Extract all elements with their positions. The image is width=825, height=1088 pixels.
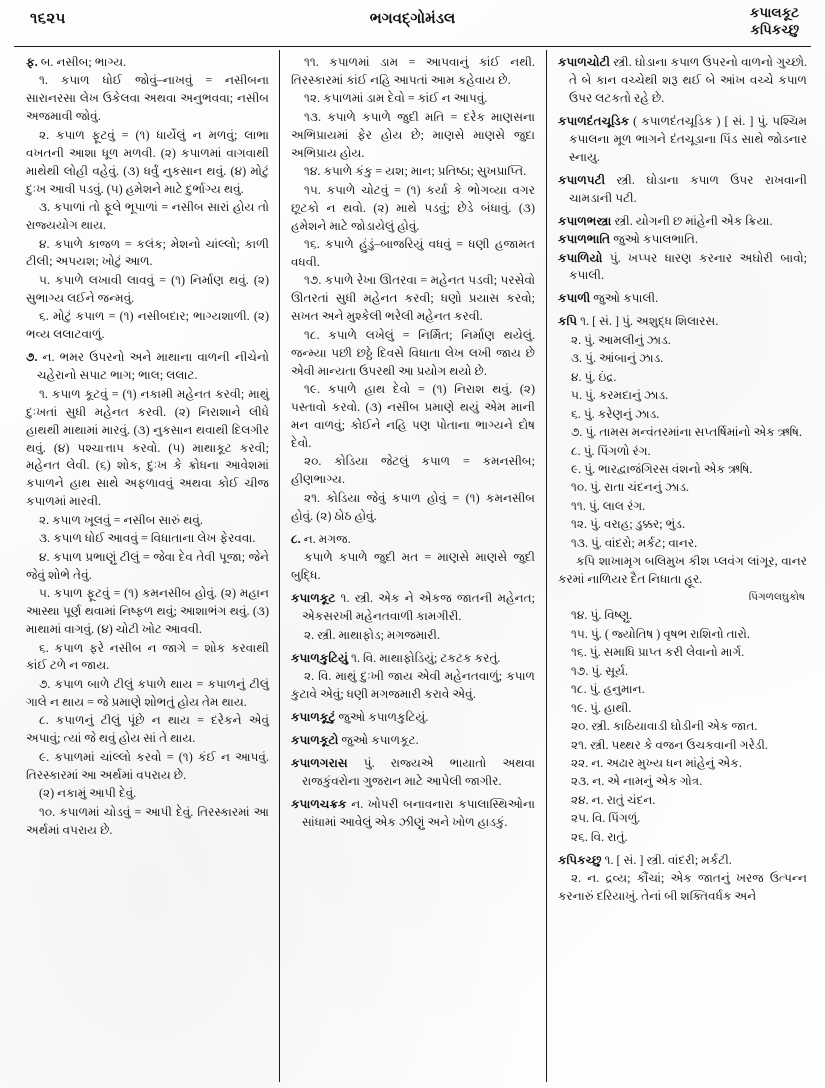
entry-headword: કપાળકૂટું [291, 709, 336, 724]
sense-item: ૧૧. પું. લાલ રંગ. [571, 498, 646, 513]
sense-item: ૮. કપાળનું ટીલું પૂંછે ન થાય = દરેકને એવું અપાવું; ત્યાં જે થવું હોય સાં તે થાય. [26, 713, 269, 746]
sense-item: ૧૫. પું. ( જ્યોતિષ ) વૃષભ રાશિનો તારો. [571, 626, 750, 641]
sense-item: ૧૦. પું. રાતા ચંદનનું ઝાડ. [571, 480, 690, 495]
entry-definition: સ્ત્રી. ઘોડાના કપાળ ઉપરનો વાળનો ગુચ્છો. તે બે કાન વચ્ચેથી શરૂ થઈ બે આંખ વચ્ચે કપાળ ઉપર લટકતો રહે છે. [569, 55, 807, 105]
entry-definition: બ. નસીબ; ભાગ્ય. [37, 55, 127, 69]
page-folio-number: ૧૬૨૫ [30, 11, 66, 27]
entry-headword: કપાળગરાસ [291, 755, 348, 770]
dictionary-entry [558, 113, 807, 167]
verse-source-citation: પિંગળલઘુકોષ [748, 591, 805, 603]
sense-item: ૨૧. સ્ત્રી. પથ્થર કે વજન ઉચકવાની ગરેડી. [571, 737, 768, 752]
sense-item: ૫. કપાળ ફૂટવું = (૧) કમનસીબ હોવું. (૨) મહાન આસ્થા પૂર્ણ થવામાં નિષ્ફળ થવું; આશાભંગ થવું. (૩) માથામાં વાગવું. (૪) ચોટી ખોટ આવવી. [26, 586, 269, 637]
sense-item: ૩. પું. આંબાનું ઝાડ. [571, 351, 664, 366]
entry-definition: પું. ખપ્પર ધારણ કરનાર અઘોરી બાવો; કપાલી. [569, 250, 807, 283]
entry-headword: કપિ [558, 314, 578, 329]
dictionary-entry [291, 755, 535, 791]
catchword-bottom: કપિકચ્છુ [750, 21, 799, 37]
entry-headword: કપાળદંતચૂડિક [558, 113, 630, 128]
sense-item: ૩. કપાળાં તો ફૂલે ભૂપાળાં = નસીબ સારાં હોય તો રાજ્યયોગ થાય. [26, 200, 269, 233]
entry-headword: કપિકચ્છુ [558, 852, 602, 867]
sense-item: ૭. પું. તામસ મન્વંતરમાંના સપ્તર્ષિમાંનો એક ઋષિ. [571, 425, 803, 440]
sense-item: ૧૧. કપાળમાં ડામ = આપવાનું કાંઈ નથી. તિરસ્કારમાં કાંઈ નહિ આપતાં આમ કહેવાય છે. [291, 55, 535, 87]
entry-headword: ૭. [26, 350, 38, 365]
dictionary-entry [558, 290, 807, 308]
column-2 [280, 50, 546, 1082]
dictionary-entry [558, 231, 807, 249]
dictionary-entry [26, 54, 269, 72]
entry-headword: કપાળપટી [558, 172, 606, 187]
entry-definition: ન. મગજ. [300, 531, 351, 546]
sense-item: ૭. કપાળ બાળે ટીલું કપાળે થાય = કપાળનું ટીલું ગાલે ન થાય = જે પ્રમાણે શોભતું હોય તેમ થાય. [26, 676, 269, 709]
dictionary-entry [558, 213, 807, 231]
entry-headword: કપાળિયો [558, 250, 603, 265]
entry-definition: ( કપાળદંતચૂડિક ) [ સં. ] પું. પશ્ચિમ કપાલના મૂળ ભાગને દંતચૂડાના પિંડ સાથે જોડનાર સ્નાયુ. [569, 113, 807, 164]
sense-item: ૨૨. ન. અઢાર મુખ્ય ધન માંહેનું એક. [571, 756, 742, 771]
dictionary-entry [558, 313, 807, 331]
column-1 [14, 50, 279, 1082]
entry-definition: જુઓ કપાળકૂટ. [338, 732, 419, 747]
entry-definition: જુઓ કપાલભાતિ. [610, 232, 698, 247]
sense-item: ૨૦. કોડિયા જેટલું કપાળ = કમનસીબ; હીણભાગ્ય. [291, 454, 535, 487]
entry-headword: કપાળભાતિ [558, 232, 611, 247]
sense-item: ૨. ન. દ્રવ્ય; કૌંચાં; એક જાતનું ખરજ ઉત્પન્ન કરનારું દરિયાખું. તેનાં બી શક્તિવર્ધક અને [558, 871, 807, 904]
sense-item: ૨. પું. આમલીનું ઝાડ. [571, 332, 671, 347]
entry-definition: ન. ભમર ઉપરનો અને માથાના વાળની નીચેનો ચહેરાનો સપાટ ભાગ; ભાલ; લલાટ. [37, 350, 269, 383]
dictionary-entry [291, 531, 535, 549]
sense-item: ૨૬. વિ. રાતું. [571, 829, 628, 844]
dictionary-entry [558, 172, 807, 208]
dictionary-entry [291, 590, 535, 626]
entry-definition: સ્ત્રી. ઘોડાના કપાળ ઉપર રાખવાની ચામડાની પટી. [569, 172, 807, 205]
sense-item: ૨. કપાળ ખૂલવું = નસીબ સારું થવું. [39, 512, 203, 527]
sense-item: ૧૯. કપાળે હાથ દેવો = (૧) નિરાશ થવું. (૨) પસ્તાવો કરવો. (૩) નસીબ પ્રમાણે થયું એમ માની મન વાળવું; કોઈને નહિ પણ પોતાના ભાગ્યને દોષ દેવો. [291, 382, 535, 451]
sense-item: ૬. મોટું કપાળ = (૧) નસીબદાર; ભાગ્યશાળી. (૨) ભવ્ય લલાટવાળું. [26, 309, 269, 342]
sense-item: ૨૧. કોડિયા જેવું કપાળ હોવું = (૧) કમનસીબ હોવું. (૨) ઠોઠ હોવું. [291, 490, 535, 523]
sense-item: ૯. પું. ભારદ્વાજંગિરસ વંશનો એક ઋષિ. [571, 462, 753, 477]
sense-item: ૩. કપાળ ધોઈ આવવું = વિધાતાના લેખ ફેરવવા. [39, 531, 256, 546]
entry-headword: કપાળી [558, 291, 591, 306]
entry-definition: જુઓ કપાળકુટિયું. [335, 709, 429, 724]
sense-item: ૧૯. પું. હાથી. [571, 700, 632, 715]
sense-item: ૪. પું. ઇંદ્ર. [571, 369, 617, 384]
catchwords [750, 5, 799, 39]
sense-item: કપાળે કપાળે જુદી મત = માણસે માણસે જુદી બુદ્ધિ. [291, 550, 535, 583]
sense-item: ૨૩. ન. એ નામનું એક ગોત્ર. [571, 774, 703, 789]
book-title: ભગવદ્ગોમંડલ [369, 11, 456, 27]
sense-item: ૧૬. પું. સમાધિ પ્રાપ્ત કરી લેવાનો માર્ગ. [571, 645, 745, 660]
sense-item: ૪. કપાળે કાજળ = કલંક; મેશનો ચાંલ્લો; કાળી ટીલી; અપયશ; ખોટું આળ. [26, 236, 269, 269]
sense-item: ૮. પું. પિંગળો રંગ. [571, 443, 651, 458]
sense-item: ૧૦. કપાળમાં ચોડવું = આપી દેવું. તિરસ્કારમાં આ અર્થમાં વપરાય છે. [26, 804, 269, 837]
sense-item: ૧૭. કપાળે રેખા ઊતરવા = મહેનત પડવી; પરસેવો ઊતરતાં સુધી મહેનત કરવી; ધણો પ્રયાસ કરવો; સખત અને મુશ્કેલી ભરેલી મહેનત કરવી. [291, 273, 535, 324]
header-rule [14, 46, 811, 47]
entry-definition: પું. રાજ્યએ ભાયાતો અથવા રાજકુંવરોના ગુજરાન માટે આપેલી જાગીર. [302, 755, 535, 788]
column-3 [547, 50, 811, 1082]
dictionary-entry [291, 709, 535, 727]
dictionary-entry [291, 796, 535, 832]
sense-item: ૪. કપાળ પ્રભાણું ટીલું = જેવા દેવ તેવી પૂજા; જેને જેવું શોભે તેવું. [26, 549, 269, 582]
entry-definition: ૧. [ સં. ] સ્ત્રી. વાંદરી; મર્કટી. [601, 852, 732, 867]
sense-item: ૬. પું. કરેણનું ઝાડ. [571, 406, 660, 421]
sense-item: ૨. કપાળ ફૂટવું = (૧) ધાર્યેલું ન મળવું; લાભા વખતની આશા ધૂળ મળવી. (૨) કપાળમાં વાગવાથી માથેથી લોહી વહેવું. (૩) ધર્વું નુકસાન થવું. (૪) મોટું દુઃખ આવી પડવું. (૫) હમેશને માટે દુર્ભાગ્ય થવું. [26, 127, 269, 196]
entry-headword: કપાળકુટિયું [291, 650, 348, 665]
entry-definition: ૧. [ સં. ] પું. અશુદ્ધ શિલારસ. [577, 314, 719, 329]
entry-headword: કપાળભસ્ત્રા [558, 213, 612, 228]
entry-definition: ૧. સ્ત્રી. એક ને એકજ જાતની મહેનત; એકસરખી મહેનતવાળી કામગીરી. [302, 591, 535, 624]
sense-item: ૧૮. પું. હનુમાન. [571, 682, 645, 697]
sense-item: ૧. કપાળ ધોઈ જોવું–નાખવું = નસીબના સારાનરસા લેખ ઉકેલવા અથવા અનુભવવા; નસીબ અજમાવી જોવું. [26, 73, 269, 124]
running-head [0, 0, 825, 46]
dictionary-entry [558, 250, 807, 286]
verse-quotation: કપિ શાખામૃગ બલિમુખ કીશ પ્લવંગ લાંગૂર, વાનર કરમાં નાળિયર દૈત નિધાતા હૂર. [558, 554, 807, 587]
sense-item: ૧. કપાળ કૂટવું = (૧) નકામી મહેનત કરવી; માથું દુઃખતાં સુધી મહેનત કરવી. (૨) નિરાશાને લીધે હાથથી માથામાં મારવું. (૩) નુકસાન થવાથી દિલગીર થવું. (૪) પશ્ચાત્તાપ કરવો. (૫) માથાકૂટ કરવી; મહેનત લેવી. (૬) શોક, દુઃખ કે ક્રોધના આવેશમાં કપાળને હાથ સાથે અફળાવવું અથવા કોઈ ચીજ કપાળમાં મારવી. [26, 386, 269, 509]
sense-item: ૨. વિ. માથું દુઃખી જાય એવી મહેનતવાળું; કપાળ કુટાવે એવું; ધણી મગજમારી કરાવે એવું. [291, 668, 535, 701]
sense-item: ૫. કપાળે લખાવી લાવવું = (૧) નિર્માણ થવું. (૨) સુભાગ્ય લઈને જન્મવું. [26, 272, 269, 305]
sense-item: ૫. પું. કરમદાનું ઝાડ. [571, 388, 669, 403]
sense-item: ૧૩. પું. વાંદરો; મર્કટ; વાનર. [571, 535, 698, 550]
entry-headword: કપાળચક્રક [291, 796, 347, 811]
sense-item: ૧૭. પું. સૂર્ય. [571, 663, 628, 678]
sense-item: ૧૮. કપાળે લખેલું = નિર્મિત; નિર્માણ થયેલું. જન્મ્યા પછી છઠ્ઠે દિવસે વિધાતા લેખ લખી જાય છે એવી માન્યતા ઉપરથી આ પ્રયોગ થયો છે. [291, 327, 535, 378]
entry-headword: ૮. [291, 531, 301, 546]
dictionary-entry [291, 732, 535, 750]
sense-item: ૧૬. કપાળે હુંડું–બાજરિયું વધવું = ધણી હજામત વધવી. [291, 237, 535, 269]
sense-item: ૨. સ્ત્રી. માથાફોડ; મગજમારી. [304, 627, 441, 642]
sense-item: ૧૨. કપાળમાં ડામ દેવો = કાંઈ ન આપવું. [304, 91, 488, 106]
sense-item: ૧૪. કપાળે કંકુ = યશ; માન; પ્રતિષ્ઠા; સુખપ્રાપ્તિ. [304, 164, 527, 179]
entry-headword: કપાળકૂટો [291, 732, 339, 747]
entry-headword: કપાળકૂટ [291, 591, 336, 606]
entry-definition: ન. ખોપરી બનાવનારા કપાલાસ્થિઓના સાંધામાં આવેલું એક ઝીણું અને ખોળ હાડકું. [302, 796, 535, 829]
sense-item: ૧૩. કપાળે કપાળે જુદી મતિ = દરેક માણસના અભિપ્રાયમાં ફેર હોય છે; માણસે માણસે જુદા અભિપ્રાય હોય. [291, 109, 535, 160]
dictionary-entry [26, 349, 269, 385]
sense-item: ૨૦. સ્ત્રી. કાઠિયાવાડી ઘોડીની એક જાત. [571, 719, 758, 734]
sense-item: ૯. કપાળમાં ચાંલ્લો કરવો = (૧) કંઈ ન આપવું. તિરસ્કારમાં આ અર્થમાં વપરાય છે. [26, 749, 269, 782]
catchword-top: કપાલકૂટ [749, 5, 799, 20]
entry-definition: ૧. વિ. માથાફોડિયું; ટકટક કરતું. [348, 650, 501, 665]
sense-item: ૧૨. પું. વરાહ; ડુક્કર; ભુંડ. [571, 517, 685, 532]
sense-item: ૧૪. પું. વિષ્ણુ. [571, 608, 633, 623]
entry-headword: ફ. [26, 55, 38, 69]
sense-item: ૨૫. વિ. પિંગળું. [571, 811, 641, 826]
sense-item: ૬. કપાળ ફરે નસીબ ન જાગે = શોક કરવાથી કાંઈ ટળે ન જાય. [26, 640, 269, 673]
columns-container [14, 50, 811, 1082]
entry-headword: કપાળચોટી [558, 55, 610, 69]
dictionary-entry [558, 852, 807, 870]
sense-item: ૨૪. ન. રાતું ચંદન. [571, 792, 656, 807]
entry-definition: સ્ત્રી. યોગની છ માંહેની એક ક્રિયા. [611, 213, 773, 228]
entry-definition: જુઓ કપાલી. [590, 291, 659, 306]
sense-item: ૧૫. કપાળે ચોટવું = (૧) કર્યા કે ભોગવ્યા વગર છૂટકો ન થવો. (૨) માથે પડવું; છેડે બંધાવું. (૩) હમેશને માટે જોડાયેલું હોવું. [291, 182, 535, 233]
sense-item: (૨) નકામું આપી દેવું. [39, 786, 137, 801]
dictionary-entry [558, 54, 807, 108]
dictionary-entry [291, 650, 535, 668]
